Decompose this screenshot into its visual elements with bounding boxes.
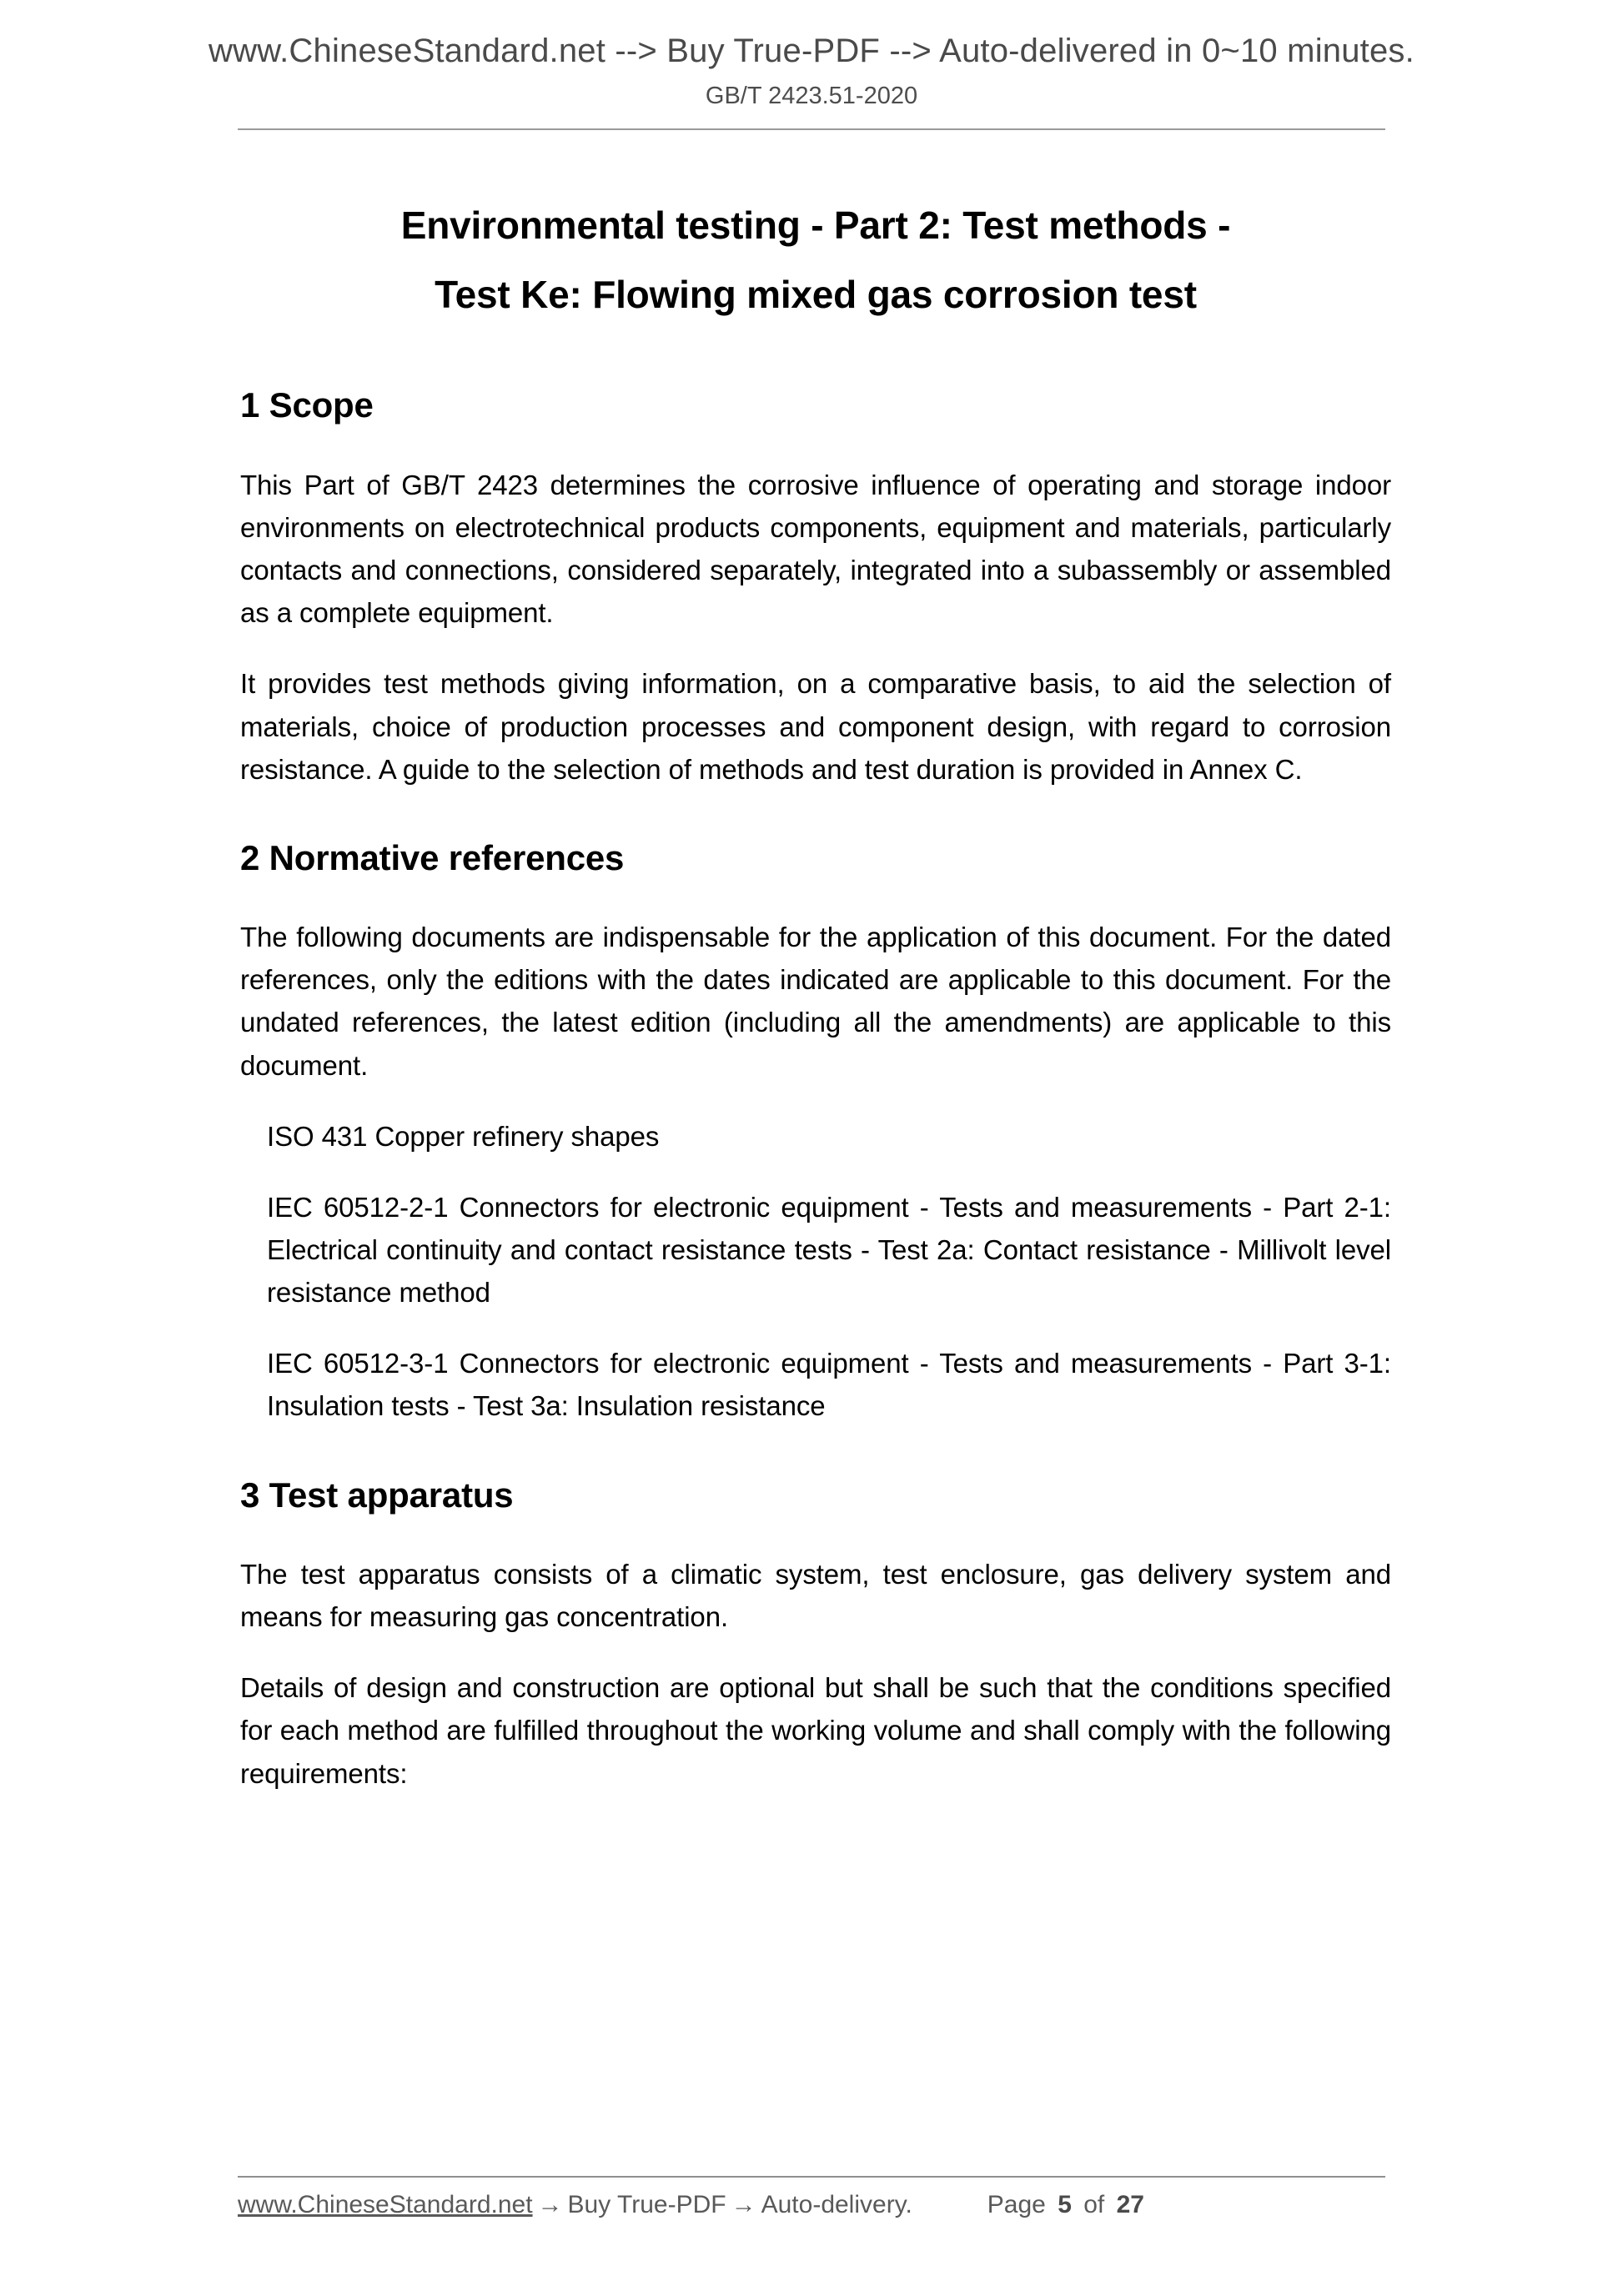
normative-references-paragraph-1: The following documents are indispensable for the application of this document. For the dated references, only the editions with the dates indicated are applicable to this document. For the undated references, the latest edition (including all the amendments) are applicable to this document. [240, 922, 1391, 1081]
document-body [240, 200, 1391, 1795]
page-header [0, 0, 1623, 130]
spacer [240, 427, 1391, 464]
page-title-line-1: Environmental testing - Part 2: Test methods - [400, 203, 1231, 247]
spacer [240, 879, 1391, 916]
header-divider [238, 128, 1385, 130]
test-apparatus-paragraph-1: The test apparatus consists of a climatic system, test enclosure, gas delivery system and means for measuring gas concentration. [240, 1559, 1391, 1633]
footer-buy-text: Buy True-PDF [567, 2191, 726, 2218]
scope-paragraph-2: It provides test methods giving information, on a comparative basis, to aid the selection of materials, choice of production processes and component design, with regard to corrosion resistance. A guide to the selection of methods and test duration is provided in Annex C. [240, 668, 1391, 785]
spacer [240, 634, 1391, 662]
spacer [240, 1638, 1391, 1666]
reference-item: IEC 60512-2-1 Connectors for electronic equipment - Tests and measurements - Part 2-1: Electrical continuity and contact resistance tests - Test 2a: Contact resistance - Millivolt level resistance method [267, 1191, 1391, 1309]
promo-banner-text: www.ChineseStandard.net --> Buy True-PDF --> Auto-delivered in 0~10 minutes. [209, 33, 1414, 69]
heading-scope: 1 Scope [240, 385, 374, 425]
spacer [240, 319, 1391, 384]
spacer [240, 1314, 1391, 1342]
page-title [240, 200, 1391, 319]
footer-site-link[interactable]: www.ChineseStandard.net [238, 2191, 533, 2218]
spacer [240, 1158, 1391, 1186]
reference-item: IEC 60512-3-1 Connectors for electronic equipment - Tests and measurements - Part 3-1: Insulation tests - Test 3a: Insulation resistance [267, 1348, 1391, 1422]
scope-paragraph-1: This Part of GB/T 2423 determines the corrosive influence of operating and storage indoor environments on electrotechnical products components, equipment and materials, particularly contacts and connections, considered separately, integrated into a subassembly or assembled as a complete equipment. [240, 469, 1391, 629]
footer-content [238, 2191, 1385, 2219]
heading-normative-references: 2 Normative references [240, 837, 625, 877]
standard-number: GB/T 2423.51-2020 [705, 83, 918, 109]
footer-divider [238, 2176, 1385, 2178]
page-footer [0, 2176, 1623, 2219]
page-title-line-2: Test Ke: Flowing mixed gas corrosion test [435, 272, 1197, 316]
arrow-right-icon: → [537, 2191, 563, 2218]
of-label: of [1083, 2191, 1105, 2218]
page-number: 5 [1058, 2191, 1072, 2218]
arrow-right-icon: → [731, 2191, 756, 2218]
footer-delivery-text: Auto-delivery. [761, 2191, 912, 2218]
spacer [240, 1516, 1391, 1553]
heading-test-apparatus: 3 Test apparatus [240, 1475, 514, 1515]
spacer [240, 1428, 1391, 1475]
spacer [240, 1087, 1391, 1115]
page-total: 27 [1116, 2191, 1144, 2218]
test-apparatus-paragraph-2: Details of design and construction are optional but shall be such that the conditions specified for each method are fulfilled throughout the working volume and shall comply with the following requirements: [240, 1672, 1391, 1789]
page-indicator [987, 2191, 1149, 2219]
reference-item: ISO 431 Copper refinery shapes [267, 1120, 660, 1152]
page-label: Page [987, 2191, 1046, 2218]
spacer [240, 791, 1391, 837]
